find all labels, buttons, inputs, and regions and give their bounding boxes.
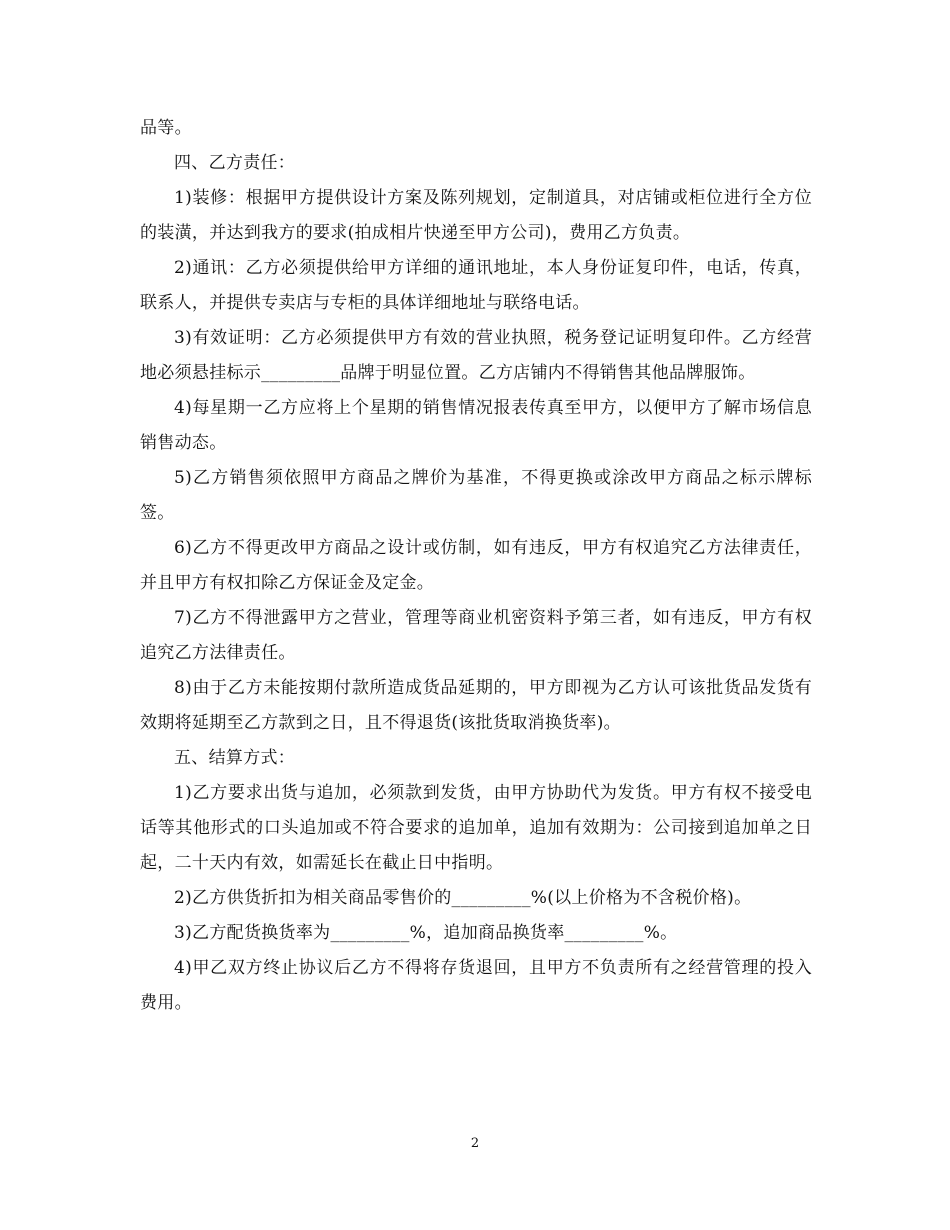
clause-exchange-rate: 3)乙方配货换货率为_________%，追加商品换货率_________%。	[174, 923, 678, 943]
document-body	[140, 111, 812, 1021]
clause-late-payment: 8)由于乙方未能按期付款所造成货品延期的，甲方即视为乙方认可该批货品发货有效期将延期至乙方款到之日，且不得退货(该批货取消换货率)。	[140, 678, 812, 733]
section-heading-party-b-responsibilities: 四、乙方责任：	[174, 153, 296, 173]
clause-pricing: 5)乙方销售须依照甲方商品之牌价为基准，不得更换或涂改甲方商品之标示牌标签。	[140, 468, 812, 523]
clause-confidentiality: 7)乙方不得泄露甲方之营业，管理等商业机密资料予第三者，如有违反，甲方有权追究乙方法律责任。	[140, 608, 812, 663]
paragraph-continuation: 品等。	[140, 118, 192, 138]
clause-shipping-orders: 1)乙方要求出货与追加，必须款到发货，由甲方协助代为发货。甲方有权不接受电话等其他形式的口头追加或不符合要求的追加单，追加有效期为：公司接到追加单之日起，二十天内有效，如需延长在截止日中指明。	[140, 783, 812, 873]
page-number: 2	[470, 1136, 480, 1151]
clause-weekly-report: 4)每星期一乙方应将上个星期的销售情况报表传真至甲方，以便甲方了解市场信息销售动态。	[140, 398, 812, 453]
clause-no-imitation: 6)乙方不得更改甲方商品之设计或仿制，如有违反，甲方有权追究乙方法律责任，并且甲方有权扣除乙方保证金及定金。	[140, 538, 812, 593]
clause-valid-certificates: 3)有效证明：乙方必须提供甲方有效的营业执照，税务登记证明复印件。乙方经营地必须悬挂标示_________品牌于明显位置。乙方店铺内不得销售其他品牌服饰。	[140, 328, 812, 383]
clause-decoration: 1)装修：根据甲方提供设计方案及陈列规划，定制道具，对店铺或柜位进行全方位的装潢，并达到我方的要求(拍成相片快递至甲方公司)，费用乙方负责。	[140, 188, 812, 243]
clause-supply-discount: 2)乙方供货折扣为相关商品零售价的_________%(以上价格为不含税价格)。	[174, 888, 752, 908]
clause-communication: 2)通讯：乙方必须提供给甲方详细的通讯地址，本人身份证复印件，电话，传真，联系人，并提供专卖店与专柜的具体详细地址与联络电话。	[140, 258, 812, 313]
clause-termination: 4)甲乙双方终止协议后乙方不得将存货退回，且甲方不负责所有之经营管理的投入费用。	[140, 958, 812, 1013]
section-heading-settlement: 五、结算方式：	[174, 748, 296, 768]
